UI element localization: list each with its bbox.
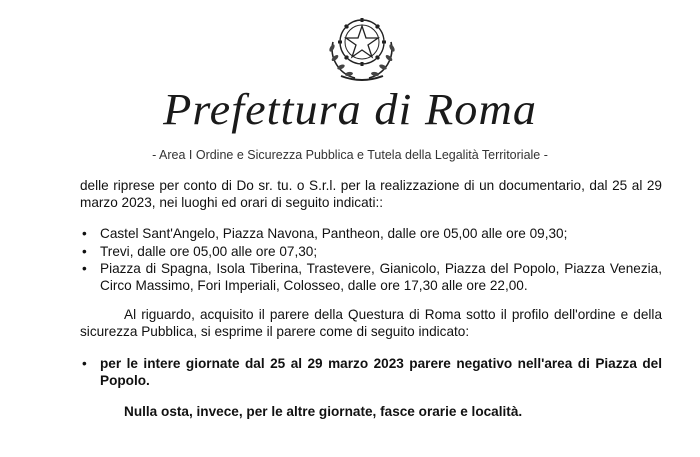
prefecture-title: Prefettura di Roma <box>163 85 537 134</box>
department-subtitle: - Area I Ordine e Sicurezza Pubblica e Tutela della Legalità Territoriale - <box>152 148 548 162</box>
closing-statement: Nulla osta, invece, per le altre giornate, fasce orarie e località. <box>124 404 523 420</box>
location-item: • Castel Sant'Angelo, Piazza Navona, Pantheon, dalle ore 05,00 alle ore 09,30; <box>100 225 662 242</box>
opinion-paragraph: Al riguardo, acquisito il parere della Questura di Roma sotto il profilo dell'ordine e della sicurezza Pubblica, si esprime il parere come di seguito indicato: <box>80 307 662 340</box>
intro-paragraph: delle riprese per conto di Do sr. tu. o S.r.l. per la realizzazione di un documentario, dal 25 al 29 marzo 2023, nei luoghi ed orari di seguito indicati:: <box>80 178 662 211</box>
locations-list <box>80 225 662 294</box>
verdict-item: • per le intere giornate dal 25 al 29 marzo 2023 parere negativo nell'area di Piazza del Popolo. <box>100 355 662 389</box>
letter-body <box>80 177 662 420</box>
location-item: • Piazza di Spagna, Isola Tiberina, Trastevere, Gianicolo, Piazza del Popolo, Piazza Venezia, Circo Massimo, Fori Imperiali, Colosseo, dalle ore 17,30 alle ore 22,00. <box>100 260 662 294</box>
location-item: • Trevi, dalle ore 05,00 alle ore 07,30; <box>100 243 662 260</box>
italian-republic-emblem-icon <box>319 2 405 84</box>
verdict-list <box>80 355 662 389</box>
